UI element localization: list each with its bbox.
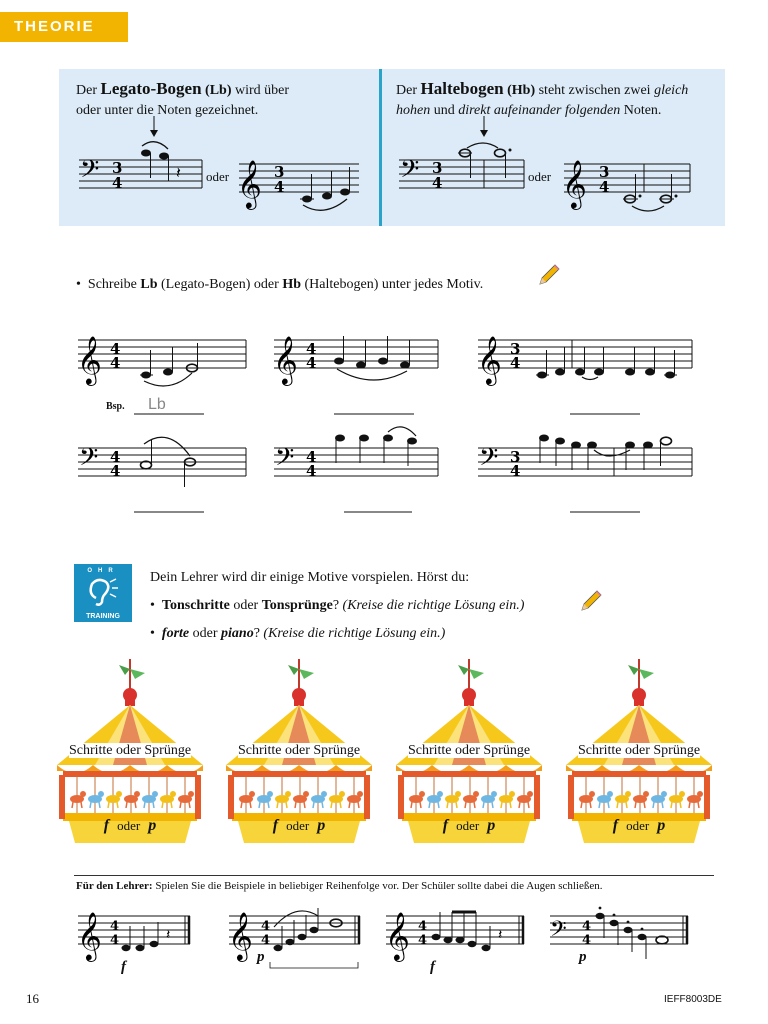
svg-text:4: 4 [582, 933, 592, 948]
svg-text:4: 4 [306, 354, 317, 372]
catalog-number: IEFF8003DE [664, 994, 722, 1005]
carousel [224, 655, 374, 849]
page-number: 16 [26, 991, 39, 1006]
oder-label-right: oder [528, 169, 552, 184]
ear-icon [74, 574, 132, 608]
svg-text:4: 4 [110, 354, 121, 372]
svg-text:4: 4 [418, 919, 428, 934]
svg-text:𝄞: 𝄞 [77, 335, 102, 384]
carousel [564, 655, 714, 849]
example-answer: Lb [148, 396, 166, 413]
section-tab: THEORIE [0, 12, 128, 42]
svg-text:4: 4 [432, 174, 443, 192]
svg-text:4: 4 [510, 354, 521, 372]
bass-clef-icon: 𝄢 [80, 155, 100, 190]
carousel-label: Schritte oder Sprünge [407, 743, 531, 758]
carousel [394, 655, 544, 849]
dynamic-mark: f [121, 959, 126, 975]
svg-text:𝄽: 𝄽 [498, 927, 503, 943]
svg-text:𝄽: 𝄽 [166, 927, 171, 943]
svg-text:𝄢: 𝄢 [479, 443, 499, 478]
forte-mark: f [612, 817, 619, 834]
svg-text:4: 4 [274, 178, 285, 196]
svg-text:3: 3 [510, 340, 521, 358]
forte-mark: f [442, 817, 449, 834]
svg-text:𝄞: 𝄞 [477, 335, 502, 384]
svg-text:3: 3 [112, 159, 123, 177]
dynamics-choice[interactable] [224, 817, 374, 835]
svg-text:4: 4 [261, 919, 271, 934]
svg-text:4: 4 [110, 340, 121, 358]
oder-label: oder [626, 818, 650, 833]
exercise-staves [74, 314, 714, 524]
carousel-label: Schritte oder Sprünge [68, 743, 192, 758]
svg-text:4: 4 [110, 919, 120, 934]
svg-text:4: 4 [306, 448, 317, 466]
svg-text:𝄢: 𝄢 [550, 917, 567, 947]
svg-text:𝄞: 𝄞 [273, 335, 298, 384]
tie-examples [394, 112, 714, 220]
pencil-icon [536, 262, 560, 288]
svg-text:4: 4 [582, 919, 592, 934]
svg-text:4: 4 [306, 340, 317, 358]
forte-mark: f [272, 817, 279, 834]
svg-text:𝄢: 𝄢 [275, 443, 295, 478]
exercise-instruction: • Schreibe Lb (Legato-Bogen) oder Hb (Haltebogen) unter jedes Motiv. [76, 277, 484, 292]
legato-definition: Der Legato-Bogen (Lb) wird über oder unter die Noten gezeichnet. [76, 79, 290, 118]
svg-text:𝄞: 𝄞 [228, 911, 253, 960]
svg-text:3: 3 [432, 159, 443, 177]
dynamic-mark: p [579, 949, 587, 965]
oder-label: oder [456, 818, 480, 833]
svg-text:4: 4 [110, 933, 120, 948]
svg-text:4: 4 [599, 178, 610, 196]
svg-text:3: 3 [274, 163, 285, 181]
svg-text:𝄞: 𝄞 [77, 911, 102, 960]
piano-mark: p [317, 817, 326, 834]
ear-training-badge: OHR TRAINING [74, 564, 132, 622]
legato-examples [74, 112, 374, 220]
svg-text:4: 4 [418, 933, 428, 948]
teacher-divider [74, 875, 714, 876]
treble-clef-icon: 𝄞 [562, 159, 587, 208]
svg-text:4: 4 [510, 462, 521, 480]
ear-question-1: • Tonschritte oder Tonsprünge? (Kreise die richtige Lösung ein.) [150, 598, 525, 613]
info-box-divider [379, 69, 382, 226]
svg-text:𝄢: 𝄢 [79, 443, 99, 478]
oder-label-left: oder [206, 169, 230, 184]
carousel-label: Schritte oder Sprünge [237, 743, 361, 758]
bass-clef-icon: 𝄢 [400, 155, 420, 190]
tie-definition: Der Haltebogen (Hb) steht zwischen zwei gleich hohen und direkt aufeinander folgenden Noten. [396, 79, 689, 118]
svg-text:𝄞: 𝄞 [385, 911, 410, 960]
dynamic-mark: p [257, 949, 265, 965]
svg-text:3: 3 [599, 163, 610, 181]
piano-mark: p [487, 817, 496, 834]
teacher-examples [74, 902, 714, 982]
dynamics-choice[interactable] [394, 817, 544, 835]
svg-text:4: 4 [306, 462, 317, 480]
oder-label: oder [117, 818, 141, 833]
dynamics-choice[interactable] [564, 817, 714, 835]
ear-question-2: • forte oder piano? (Kreise die richtige Lösung ein.) [150, 626, 446, 641]
svg-text:4: 4 [112, 174, 123, 192]
svg-text:4: 4 [110, 448, 121, 466]
svg-text:4: 4 [261, 933, 271, 948]
treble-clef-icon: 𝄞 [237, 159, 262, 208]
svg-text:𝄽: 𝄽 [176, 163, 181, 182]
carousel-label: Schritte oder Sprünge [577, 743, 701, 758]
svg-text:3: 3 [510, 448, 521, 466]
dynamics-choice[interactable] [55, 817, 205, 835]
teacher-note: Für den Lehrer: Spielen Sie die Beispiele in beliebiger Reihenfolge vor. Der Schüler sollte dabei die Augen schließen. [76, 880, 603, 892]
carousel [55, 655, 205, 849]
pencil-icon [578, 588, 602, 614]
piano-mark: p [148, 817, 157, 834]
svg-text:4: 4 [110, 462, 121, 480]
dynamic-mark: f [430, 959, 435, 975]
example-label: Bsp. [106, 401, 125, 412]
forte-mark: f [103, 817, 110, 834]
ear-intro: Dein Lehrer wird dir einige Motive vorspielen. Hörst du: [150, 570, 470, 585]
oder-label: oder [286, 818, 310, 833]
piano-mark: p [657, 817, 666, 834]
